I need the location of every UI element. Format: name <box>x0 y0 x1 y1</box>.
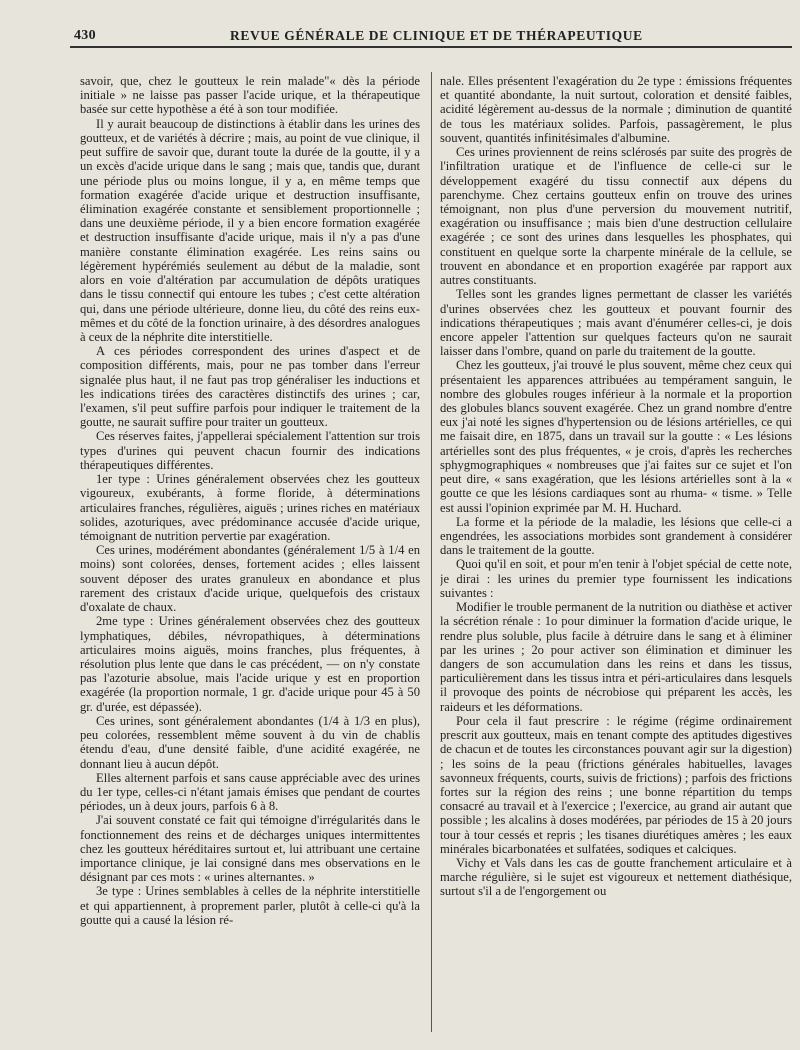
paragraph: Ces urines proviennent de reins sclérosés par suite des progrès de l'infiltration uratique et de l'influence de celle-ci sur le développement exagéré du tissu connectif aux dépens du parenchyme. Chez certains goutteux enfin on trouve des urines témoignant, non plus d'une perversion du mouvement nutritif, exagération ou insuffisance ; mais bien d'une destruction cellulaire exagérée ; ce sont des urines dans lesquelles les phosphates, qui constituent en quelque sorte la charpente minérale de la cellule, se trouvent en abondance et en proportion exagérée par rapport aux autres constituants. <box>440 145 792 288</box>
paragraph: Ces urines, sont généralement abondantes (1/4 à 1/3 en plus), peu colorées, ressemblent même souvent à du vin de chablis étendu d'eau, d'une densité faible, d'une acidité exagérée, ne donnant lieu à aucun dépôt. <box>80 713 420 771</box>
paragraph: Chez les goutteux, j'ai trouvé le plus souvent, même chez ceux qui présentaient les apparences attribuées au tempérament sanguin, le nombre des globules rouges inférieur à la normale et la proportion des globules blancs souvent exagérée. Chez un grand nombre d'entre eux j'ai noté les signes d'hypertension ou de lésions artérielles, ce qui me faisait dire, en 1875, dans un travail sur la goutte : « Les lésions artérielles sont des plus fréquentes, « je crois, d'après les recherches sphygmographiques « nombreuses que j'ai faites sur ce sujet et l'on peut dire, « sans exagération, que les lésions artérielles sont à la « goutte ce que les lésions cardiaques sont au rhuma- « tisme. » Telle est aussi l'opinion exprimée par M. H. Huchard. <box>440 358 792 515</box>
paragraph: Pour cela il faut prescrire : le régime (régime ordinairement prescrit aux goutteux, mais en tenant compte des aptitudes digestives de chacun et de toutes les circonstances pouvant agir sur la digestion) ; les soins de la peau (frictions générales habituelles, lavages savonneux fréquents, courts, suivis de frictions) ; parfois des frictions fortes sur la région des reins ; une bonne répartition du temps consacré au travail et à l'exercice ; l'exercice, au grand air autant que possible ; les alcalins à doses modérées, par périodes de 15 à 20 jours tour à tour cessés et repris ; les tisanes diurétiques amères ; les eaux minérales bicarbonatées et sulfatées, sodiques et calciques. <box>440 713 792 856</box>
paragraph: J'ai souvent constaté ce fait qui témoigne d'irrégularités dans le fonctionnement des reins et de décharges uniques intermittentes chez les goutteux héréditaires surtout et, lui attribuant une certaine importance clinique, je lai consigné dans mes observations en le désignant par ces mots : « urines alternantes. » <box>80 813 420 885</box>
paragraph: 1er type : Urines généralement observées chez les goutteux vigoureux, exubérants, à forme floride, à déterminations articulaires franches, régulières, aiguës ; urines riches en matériaux solides, azoturiques, avec prédominance accusée d'acide urique, témoignant de nutrition pervertie par exagération. <box>80 472 420 543</box>
right-column <box>440 74 792 1034</box>
header-rule <box>70 46 792 48</box>
paragraph: Vichy et Vals dans les cas de goutte franchement articulaire et à marche régulière, si le sujet est vigoureux et nettement diathésique, surtout s'il a de l'engorgement ou <box>440 856 792 899</box>
paragraph: Quoi qu'il en soit, et pour m'en tenir à l'objet spécial de cette note, je dirai : les urines du premier type fournissent les indications suivantes : <box>440 557 792 600</box>
page-header <box>60 24 800 44</box>
paragraph: La forme et la période de la maladie, les lésions que celle-ci a engendrées, les associations morbides sont grandement à considérer dans le traitement de la goutte. <box>440 514 792 558</box>
paragraph: 2me type : Urines généralement observées chez des goutteux lymphatiques, débiles, névropathiques, à déterminations articulaires moins aiguës, moins franches, plus fréquentes, à résolution plus lente que dans le cas précédent, — on n'y constate pas l'azoturie absolue, mais l'acide urique y est en proportion exagérée (la proportion normale, 1 gr. d'acide urique pour 45 à 50 gr. d'urée, est dépassée). <box>80 614 420 714</box>
page-number: 430 <box>74 28 96 43</box>
left-column <box>80 74 420 1034</box>
paragraph: Ces urines, modérément abondantes (généralement 1/5 à 1/4 en moins) sont colorées, denses, fortement acides ; elles laissent souvent déposer des urates granuleux en abondance et plus rarement des cristaux d'acide urique, quelquefois des cristaux d'oxalate de chaux. <box>80 543 420 615</box>
paragraph: Il y aurait beaucoup de distinctions à établir dans les urines des goutteux, et de variétés à décrire ; mais, au point de vue clinique, il peut suffire de savoir que, durant toute la durée de la goutte, il y a un excès d'acide urique dans le sang ; mais que, tandis que, durant une période plus ou moins longue, il y a, en même temps que formation exagérée d'acide urique et destruction insuffisante, élimination exagérée constante et sensiblement proportionnelle ; dans une deuxième période, il y a bien encore formation exagérée et destruction insuffisante d'acide urique, mais il n'y a pas d'une manière constante élimination exagérée. Les reins sains ou légèrement hypérémiés seulement au début de la maladie, sont alors en voie d'altération par accumulation de dépôts uratiques dans le tissu connectif qui entoure les tubes ; c'est cette altération qui, dans une période ultérieure, donne lieu, du côté des reins eux-mêmes et du côté de la fonction urinaire, à des désordres analogues à ceux de la néphrite dite interstitielle. <box>80 116 420 344</box>
paragraph: nale. Elles présentent l'exagération du 2e type : émissions fréquentes et quantité abondante, la nuit surtout, coloration et densité faibles, acidité légèrement au-dessus de la normale ; diminution de quantité de tous les matériaux solides. Parfois, passagèrement, le plus souvent, quantités infinitésimales d'albumine. <box>440 74 792 145</box>
paragraph: Telles sont les grandes lignes permettant de classer les variétés d'urines observées chez les goutteux et pouvant fournir des indications thérapeutiques ; mais avant d'énumérer celles-ci, je dois encore appeler l'attention sur quelques facteurs qu'on ne saurait laisser dans l'ombre, quand on parle du traitement de la goutte. <box>440 287 792 359</box>
paragraph: Modifier le trouble permanent de la nutrition ou diathèse et activer la sécrétion rénale : 1o pour diminuer la formation d'acide urique, le rendre plus soluble, plus facile à détruire dans le sang et à éliminer par les urines ; 2o pour activer son élimination et diminuer les dangers de son accumulation dans les reins et dans les tissus, particulièrement dans les tissus intra et péri-articulaires dans lesquels il provoque des points de nécrobiose qui préparent les accès, les raideurs et les déformations. <box>440 600 792 714</box>
paragraph: 3e type : Urines semblables à celles de la néphrite interstitielle et qui appartiennent, à proprement parler, plutôt à celle-ci qu'à la goutte qui a causé la lésion ré- <box>80 884 420 927</box>
paragraph: Ces réserves faites, j'appellerai spécialement l'attention sur trois types d'urines qui peuvent chacun fournir des indications thérapeutiques différentes. <box>80 429 420 472</box>
paragraph: Elles alternent parfois et sans cause appréciable avec des urines du 1er type, celles-ci n'étant jamais émises que pendant de courtes périodes, un à deux jours, parfois 6 à 8. <box>80 770 420 814</box>
column-divider <box>431 72 432 1032</box>
running-title: REVUE GÉNÉRALE DE CLINIQUE ET DE THÉRAPEUTIQUE <box>230 28 643 43</box>
paragraph: A ces périodes correspondent des urines d'aspect et de composition différents, mais, pour ne pas tomber dans l'erreur signalée plus haut, il ne faut pas trop généraliser les inductions et les indications tirées des caractères distinctifs des urines ; car, l'examen, s'il peut suffire parfois pour indiquer le traitement de la goutte, ne saurait suffire pour traiter un goutteux. <box>80 344 420 430</box>
paragraph: savoir, que, chez le goutteux le rein malade"« dès la période initiale » ne laisse pas passer l'acide urique, et la thérapeutique basée sur cette hypothèse a été à son tour modifiée. <box>80 74 420 117</box>
